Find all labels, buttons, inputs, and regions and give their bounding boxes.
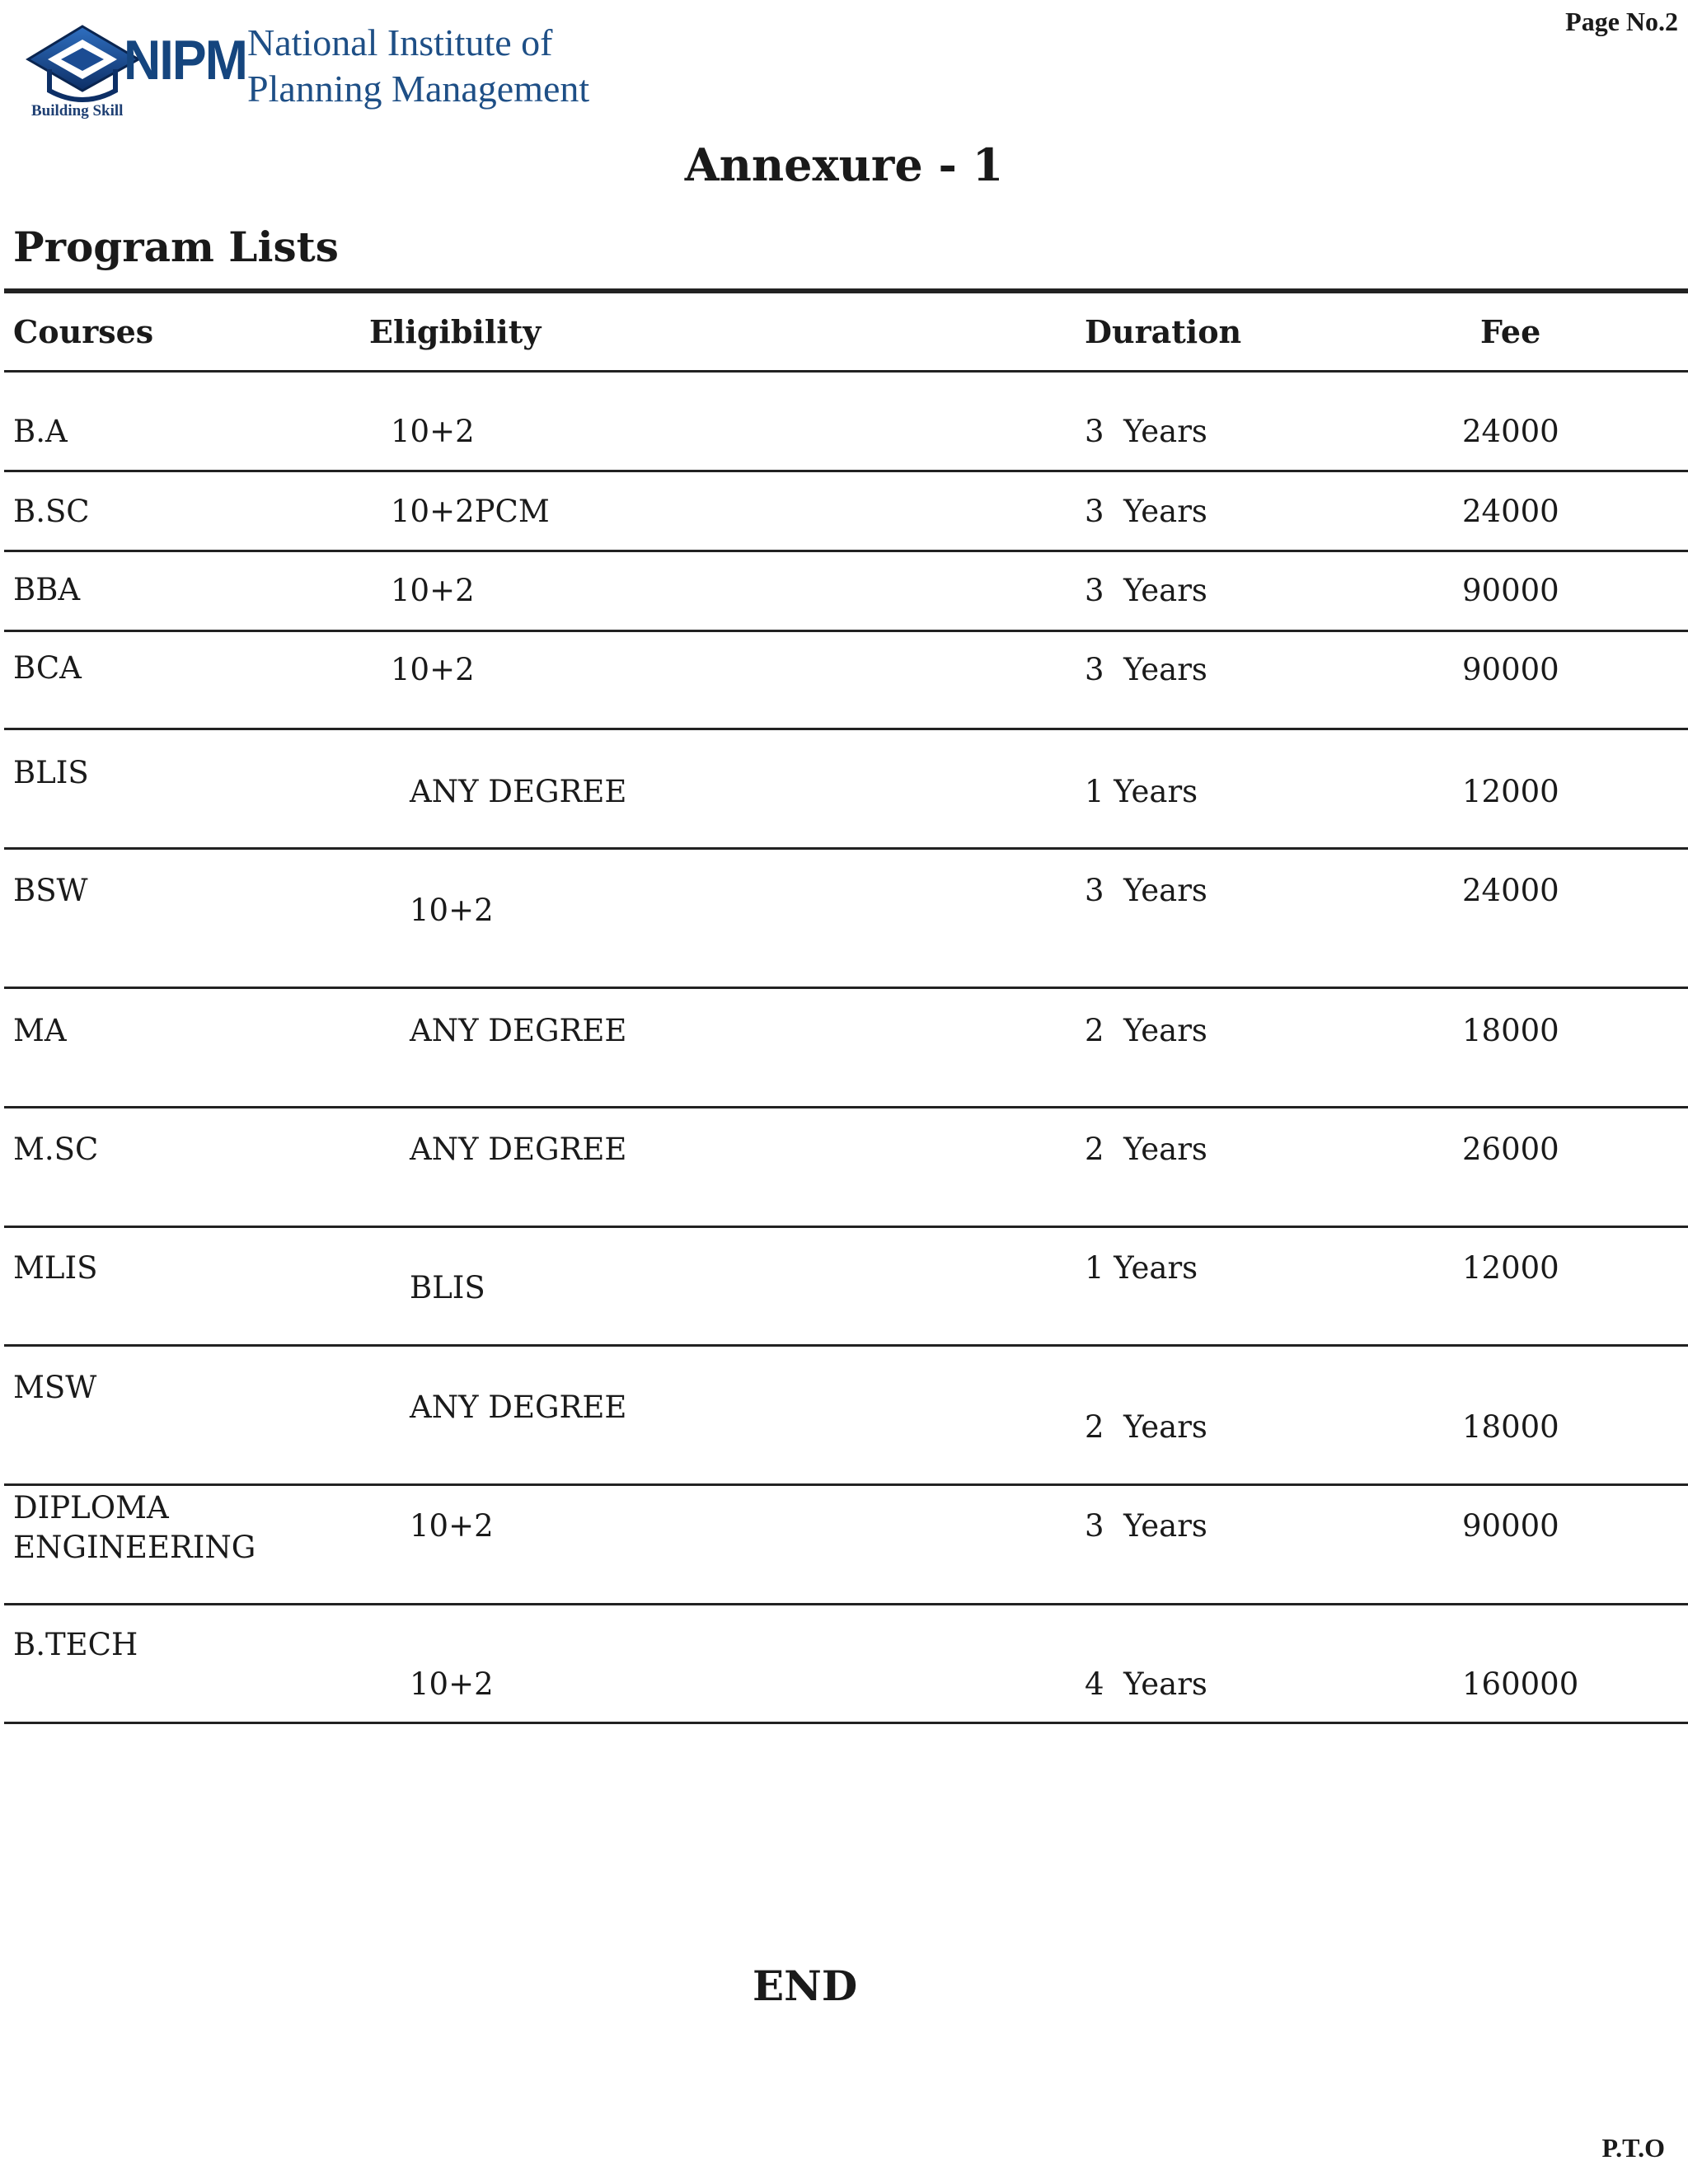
table-cell-fee: 24000 <box>1462 873 1559 908</box>
column-header-fee: Fee <box>1480 313 1541 350</box>
institute-name-line1: National Institute of <box>247 21 553 63</box>
letterhead <box>25 16 602 132</box>
table-cell-eligibility: ANY DEGREE <box>410 1132 627 1167</box>
course-name-line: MSW <box>13 1370 97 1405</box>
table-cell-fee: 160000 <box>1462 1666 1579 1702</box>
table-cell-course <box>13 753 89 793</box>
table-cell-eligibility: ANY DEGREE <box>410 1013 627 1048</box>
table-cell-course <box>13 570 80 610</box>
table-cell-course <box>13 871 88 911</box>
course-name-line: B.TECH <box>13 1627 138 1662</box>
table-row-rule <box>4 987 1688 989</box>
table-row-rule <box>4 1483 1688 1486</box>
table-cell-duration: 2 Years <box>1085 1132 1207 1167</box>
table-cell-course <box>13 1011 67 1051</box>
table-cell-course <box>13 649 82 688</box>
table-cell-duration: 3 Years <box>1085 1508 1207 1544</box>
table-cell-course <box>13 492 90 532</box>
table-header-rule <box>4 370 1688 373</box>
table-cell-duration: 2 Years <box>1085 1013 1207 1048</box>
course-name-line: MA <box>13 1013 67 1048</box>
table-cell-course <box>13 1625 138 1665</box>
table-cell-duration: 3 Years <box>1085 873 1207 908</box>
table-cell-course <box>13 1368 96 1408</box>
table-cell-eligibility: 10+2 <box>410 1666 494 1702</box>
table-cell-eligibility: 10+2 <box>391 414 475 449</box>
table-cell-eligibility: 10+2 <box>410 1508 494 1544</box>
table-row-rule <box>4 1722 1688 1724</box>
table-cell-duration: 2 Years <box>1085 1409 1207 1445</box>
table-row-rule <box>4 1226 1688 1228</box>
table-cell-fee: 26000 <box>1462 1132 1559 1167</box>
table-cell-fee: 12000 <box>1462 774 1559 809</box>
table-row-rule <box>4 847 1688 850</box>
course-name-line: M.SC <box>13 1132 99 1167</box>
page-number: Page No.2 <box>1565 7 1678 36</box>
table-cell-duration: 1 Years <box>1085 774 1198 809</box>
table-cell-eligibility: BLIS <box>410 1270 485 1305</box>
table-cell-course <box>13 1249 97 1288</box>
table-row-rule <box>4 470 1688 472</box>
course-name-line: DIPLOMA <box>13 1490 169 1526</box>
table-cell-duration: 1 Years <box>1085 1250 1198 1286</box>
column-header-courses: Courses <box>13 313 154 350</box>
table-row-rule <box>4 1344 1688 1347</box>
table-row-rule <box>4 550 1688 552</box>
table-cell-eligibility: ANY DEGREE <box>410 774 627 809</box>
table-cell-fee: 24000 <box>1462 494 1559 529</box>
table-row-rule <box>4 1106 1688 1108</box>
course-name-line: B.SC <box>13 494 90 529</box>
table-cell-eligibility: 10+2PCM <box>391 494 550 529</box>
table-row-rule <box>4 630 1688 632</box>
table-cell-duration: 3 Years <box>1085 494 1207 529</box>
table-cell-fee: 90000 <box>1462 1508 1559 1544</box>
course-name-line: BLIS <box>13 755 89 790</box>
table-row-rule <box>4 728 1688 730</box>
course-name-line: MLIS <box>13 1250 98 1286</box>
table-cell-eligibility: ANY DEGREE <box>410 1390 627 1425</box>
table-cell-fee: 24000 <box>1462 414 1559 449</box>
table-cell-course <box>13 412 68 452</box>
institute-name-line2: Planning Management <box>247 68 590 110</box>
table-cell-fee: 90000 <box>1462 573 1559 608</box>
footer-pto: P.T.O <box>1601 2133 1665 2163</box>
course-name-line: B.A <box>13 414 68 449</box>
column-header-eligibility: Eligibility <box>369 313 542 350</box>
table-cell-eligibility: 10+2 <box>391 573 475 608</box>
course-name-line: BBA <box>13 572 81 607</box>
institute-name <box>247 20 589 112</box>
table-cell-duration: 3 Years <box>1085 414 1207 449</box>
logo-tagline: Building Skill <box>31 102 124 120</box>
table-top-rule <box>4 288 1688 293</box>
table-cell-fee: 18000 <box>1462 1013 1559 1048</box>
table-cell-fee: 18000 <box>1462 1409 1559 1445</box>
logo-wordmark: NIPM <box>124 29 247 91</box>
table-cell-duration: 3 Years <box>1085 652 1207 687</box>
table-cell-duration: 4 Years <box>1085 1666 1207 1702</box>
course-name-line: ENGINEERING <box>13 1530 256 1565</box>
section-title: Program Lists <box>13 223 339 271</box>
table-cell-eligibility: 10+2 <box>391 652 475 687</box>
column-header-duration: Duration <box>1085 313 1242 350</box>
end-marker: END <box>753 1961 858 2010</box>
table-cell-course <box>13 1488 256 1568</box>
course-name-line: BCA <box>13 650 82 686</box>
table-cell-duration: 3 Years <box>1085 573 1207 608</box>
table-cell-course <box>13 1130 98 1169</box>
table-cell-fee: 12000 <box>1462 1250 1559 1286</box>
document-title: Annexure - 1 <box>684 138 1004 191</box>
table-cell-fee: 90000 <box>1462 652 1559 687</box>
table-cell-eligibility: 10+2 <box>410 893 494 928</box>
table-row-rule <box>4 1603 1688 1605</box>
course-name-line: BSW <box>13 873 88 908</box>
